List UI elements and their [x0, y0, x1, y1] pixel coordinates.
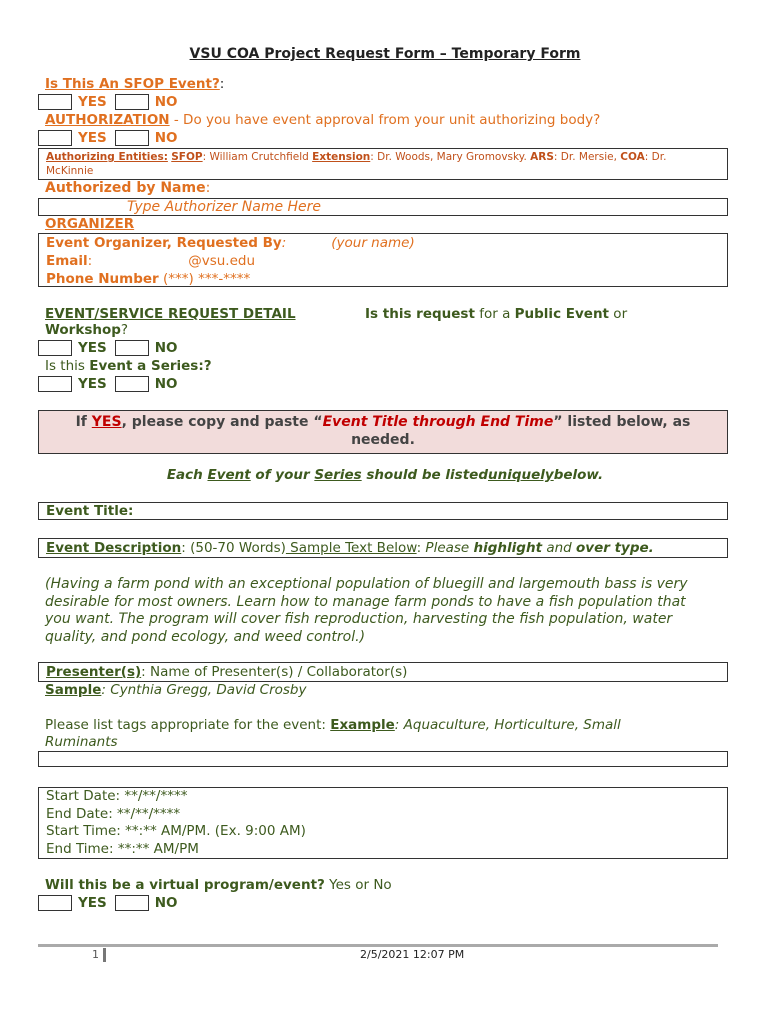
- phone-row[interactable]: Phone Number (***) ***-****: [46, 271, 251, 287]
- public-event-yes-no: YES NO: [38, 340, 186, 356]
- footer-date: 2/5/2021 12:07 PM: [360, 948, 465, 961]
- tags-input[interactable]: [38, 751, 728, 767]
- authorized-by-label: Authorized by Name:: [45, 180, 211, 196]
- event-title-field[interactable]: Event Title:: [38, 502, 728, 520]
- series-question: Is this Event a Series:?: [45, 358, 212, 374]
- sfop-question: Is This An SFOP Event?:: [45, 76, 225, 92]
- each-event-note: Each Event of your Series should be listeduniquelybelow.: [166, 467, 604, 483]
- authorizing-entities-note: Authorizing Entities: SFOP: William Crutchfield Extension: Dr. Woods, Mary Gromovsky. ARS: Dr. Mersie, COA: Dr. McKinnie: [38, 148, 728, 180]
- authorizer-name-field[interactable]: Type Authorizer Name Here: [38, 198, 728, 216]
- series-instruction-box: If YES, please copy and paste “Event Title through End Time” listed below, as needed.: [38, 410, 728, 454]
- presenter-field[interactable]: Presenter(s): Name of Presenter(s) / Collaborator(s): [38, 662, 728, 682]
- virtual-no-checkbox[interactable]: [115, 895, 149, 911]
- organizer-box: [38, 233, 728, 287]
- workshop-label: Workshop?: [45, 322, 129, 338]
- series-yes-checkbox[interactable]: [38, 376, 72, 392]
- presenter-sample: Sample: Cynthia Gregg, David Crosby: [45, 682, 307, 698]
- end-date-row[interactable]: End Date: **/**/****: [46, 805, 181, 822]
- sample-description: (Having a farm pond with an exceptional population of bluegill and largemouth bass is very desirable for most owners. Learn how to manage farm ponds to have a fish population that you want. The program will cover fish reproduction, harvesting the fish population, water quality, and pond ecology, and weed control.): [45, 576, 688, 645]
- start-date-row[interactable]: Start Date: **/**/****: [46, 788, 188, 804]
- virtual-yes-no: YES NO: [38, 895, 186, 911]
- dates-box: [38, 787, 728, 859]
- authorization-yes-checkbox[interactable]: [38, 130, 72, 146]
- public-no-checkbox[interactable]: [115, 340, 149, 356]
- authorization-yes-no: YES NO: [38, 130, 186, 146]
- series-yes-no: YES NO: [38, 376, 186, 392]
- end-time-row[interactable]: End Time: **:** AM/PM: [46, 840, 199, 857]
- sfop-yes-no: YES NO: [38, 94, 186, 110]
- email-row[interactable]: Email: @vsu.edu: [46, 253, 256, 269]
- page-number: 1: [92, 948, 106, 962]
- start-time-row[interactable]: Start Time: **:** AM/PM. (Ex. 9:00 AM): [46, 823, 306, 839]
- series-no-checkbox[interactable]: [115, 376, 149, 392]
- virtual-yes-checkbox[interactable]: [38, 895, 72, 911]
- requested-by-row[interactable]: Event Organizer, Requested By: (your name): [46, 235, 415, 251]
- organizer-heading: ORGANIZER: [45, 216, 135, 232]
- sfop-no-checkbox[interactable]: [115, 94, 149, 110]
- sfop-yes-checkbox[interactable]: [38, 94, 72, 110]
- page-title: VSU COA Project Request Form – Temporary Form: [189, 46, 581, 62]
- public-yes-checkbox[interactable]: [38, 340, 72, 356]
- footer-divider: [38, 944, 718, 947]
- authorization-question: AUTHORIZATION - Do you have event approval from your unit authorizing body?: [45, 112, 601, 128]
- tags-prompt: Please list tags appropriate for the event: Example: Aquaculture, Horticulture, Small Ruminants: [45, 717, 621, 750]
- virtual-question: Will this be a virtual program/event? Yes or No: [45, 877, 392, 893]
- authorization-no-checkbox[interactable]: [115, 130, 149, 146]
- event-description-field[interactable]: Event Description: (50-70 Words) Sample Text Below: Please highlight and over type.: [38, 538, 728, 558]
- event-detail-section: EVENT/SERVICE REQUEST DETAIL Is this request for a Public Event or: [45, 306, 628, 322]
